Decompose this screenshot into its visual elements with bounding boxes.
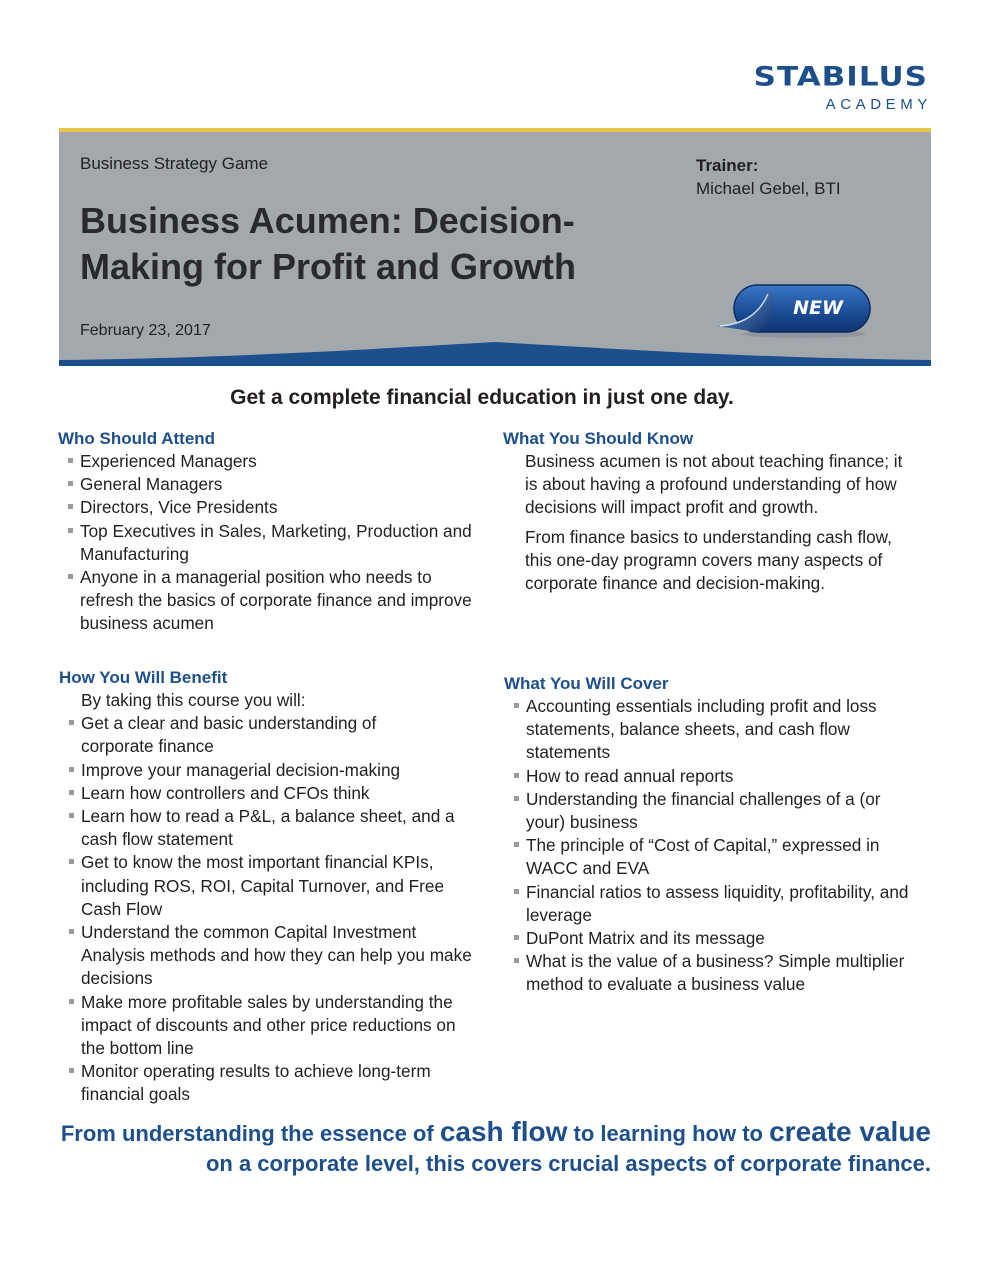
list-item: Learn how controllers and CFOs think	[81, 782, 499, 805]
quote-part-2: to learning how to	[573, 1121, 763, 1146]
trainer-name: Michael Gebel, BTI	[696, 179, 841, 198]
list-item: Make more profitable sales by understanding the impact of discounts and other price reductions on the bottom line	[81, 991, 481, 1061]
know-paragraph: From finance basics to understanding cash flow, this one-day programn covers many aspects of corporate finance and decision-making.	[525, 526, 892, 594]
tagline: Get a complete financial education in just one day.	[230, 386, 734, 409]
banner-wave	[59, 336, 931, 366]
list-item: Improve your managerial decision-making	[81, 759, 499, 782]
list-item: How to read annual reports	[526, 765, 944, 788]
brand-name: STABILUS	[753, 61, 928, 93]
list-item: Directors, Vice Presidents	[80, 496, 498, 519]
list-item: What is the value of a business? Simple multiplier method to evaluate a business value	[526, 950, 930, 996]
how-you-will-benefit-section	[59, 666, 499, 1107]
list-item: Understand the common Capital Investment Analysis methods and how they can help you make decisions	[81, 921, 481, 991]
course-title: Business Acumen: Decision-Making for Profit and Growth	[80, 200, 576, 287]
list-item: Top Executives in Sales, Marketing, Production and Manufacturing	[80, 520, 498, 566]
list-item: Monitor operating results to achieve long-term financial goals	[81, 1060, 483, 1106]
who-should-attend-list	[80, 450, 498, 636]
closing-statement	[51, 1117, 931, 1179]
course-date: February 23, 2017	[80, 322, 211, 339]
list-item: Accounting essentials including profit and loss statements, balance sheets, and cash flow statements	[526, 695, 930, 765]
how-you-will-benefit-heading: How You Will Benefit	[59, 668, 228, 687]
new-badge	[714, 282, 874, 340]
list-item: DuPont Matrix and its message	[526, 927, 944, 950]
trainer-block	[696, 154, 841, 200]
benefit-intro: By taking this course you will:	[81, 690, 306, 710]
who-should-attend-heading: Who Should Attend	[58, 429, 216, 448]
list-item: Understanding the financial challenges of a (or your) business	[526, 788, 906, 834]
header-banner	[59, 128, 931, 366]
who-should-attend-section	[58, 427, 498, 636]
list-item: General Managers	[80, 473, 498, 496]
quote-part-1: From understanding the essence of	[60, 1121, 434, 1146]
list-item: Learn how to read a P&L, a balance sheet, and a cash flow statement	[81, 805, 461, 851]
brand-logo	[753, 61, 932, 113]
new-badge-label: NEW	[793, 297, 843, 319]
course-kicker: Business Strategy Game	[80, 154, 269, 173]
what-you-should-know-heading: What You Should Know	[503, 429, 694, 448]
list-item: Experienced Managers	[80, 450, 498, 473]
list-item: Get a clear and basic understanding of corporate finance	[81, 712, 436, 758]
what-you-will-cover-section	[504, 672, 944, 997]
list-item: The principle of “Cost of Capital,” expressed in WACC and EVA	[526, 834, 930, 880]
quote-part-3: on a corporate level, this covers crucial aspects of corporate finance.	[205, 1151, 931, 1176]
quote-emphasis-cash-flow: cash flow	[439, 1116, 568, 1147]
list-item: Anyone in a managerial position who needs to refresh the basics of corporate finance and improve business acumen	[80, 566, 480, 636]
what-you-will-cover-list	[526, 695, 944, 997]
list-item: Financial ratios to assess liquidity, profitability, and leverage	[526, 881, 930, 927]
what-you-will-cover-heading: What You Will Cover	[504, 674, 669, 693]
how-you-will-benefit-list	[81, 689, 499, 1107]
know-paragraph: Business acumen is not about teaching finance; it is about having a profound understanding of how decisions will impact profit and growth.	[525, 451, 903, 518]
brand-sub: ACADEMY	[825, 96, 932, 113]
what-you-should-know-section	[503, 427, 943, 595]
trainer-label: Trainer:	[696, 156, 759, 175]
list-item: Get to know the most important financial KPIs, including ROS, ROI, Capital Turnover, and Free Cash Flow	[81, 851, 485, 921]
quote-emphasis-create-value: create value	[769, 1116, 931, 1147]
